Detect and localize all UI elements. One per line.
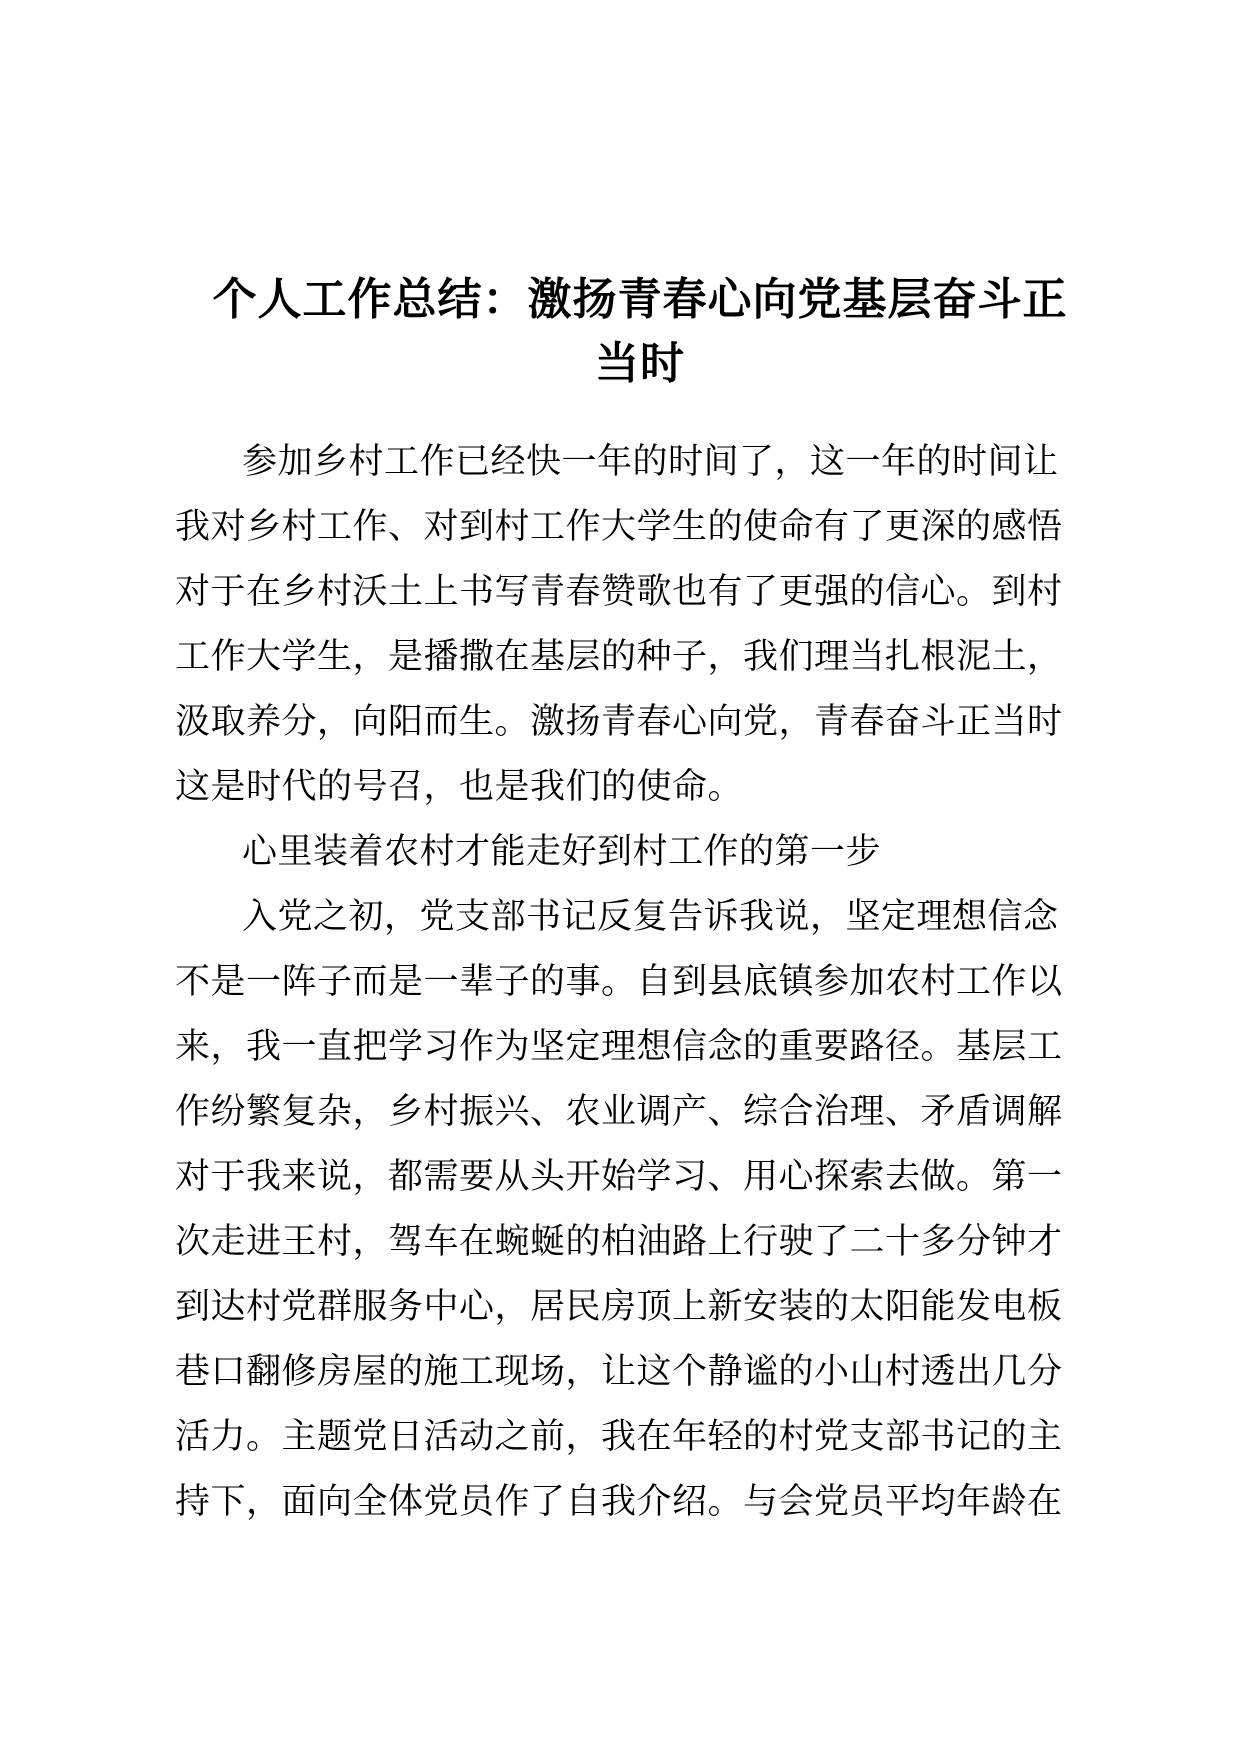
paragraph-2-line-8: 巷口翻修房屋的施工现场，让这个静谧的小山村透出几分	[175, 1352, 1063, 1392]
paragraph-1-line-1: 参加乡村工作已经快一年的时间了，这一年的时间让	[242, 442, 1059, 482]
paragraph-2-line-2: 不是一阵子而是一辈子的事。自到县底镇参加农村工作以	[175, 962, 1063, 1002]
paragraph-2-line-3: 来，我一直把学习作为坚定理想信念的重要路径。基层工	[175, 1027, 1063, 1067]
paragraph-1-line-2: 我对乡村工作、对到村工作大学生的使命有了更深的感悟	[175, 507, 1063, 547]
paragraph-2-line-10: 持下，面向全体党员作了自我介绍。与会党员平均年龄在	[175, 1482, 1063, 1522]
title-line-2: 当时	[595, 338, 685, 389]
paragraph-1-line-3: 对于在乡村沃土上书写青春赞歌也有了更强的信心。到村	[175, 572, 1063, 612]
document-body	[175, 430, 1075, 1535]
paragraph-2-line-1: 入党之初，党支部书记反复告诉我说，坚定理想信念	[242, 897, 1059, 937]
section-heading: 心里装着农村才能走好到村工作的第一步	[242, 832, 882, 872]
paragraph-2-line-9: 活力。主题党日活动之前，我在年轻的村党支部书记的主	[175, 1417, 1063, 1457]
paragraph-2-line-4: 作纷繁复杂，乡村振兴、农业调产、综合治理、矛盾调解	[175, 1092, 1063, 1132]
paragraph-2-line-7: 到达村党群服务中心，居民房顶上新安装的太阳能发电板	[175, 1287, 1063, 1327]
paragraph-2-line-5: 对于我来说，都需要从头开始学习、用心探索去做。第一	[175, 1157, 1063, 1197]
paragraph-1-line-6: 这是时代的号召，也是我们的使命。	[175, 767, 744, 807]
document-title	[175, 268, 1105, 396]
paragraph-1-line-5: 汲取养分，向阳而生。激扬青春心向党，青春奋斗正当时	[175, 702, 1063, 742]
paragraph-1-line-4: 工作大学生，是播撒在基层的种子，我们理当扎根泥土，	[175, 637, 1063, 677]
title-line-1: 个人工作总结：激扬青春心向党基层奋斗正	[212, 274, 1068, 325]
paragraph-2-line-6: 次走进王村，驾车在蜿蜒的柏油路上行驶了二十多分钟才	[175, 1222, 1063, 1262]
